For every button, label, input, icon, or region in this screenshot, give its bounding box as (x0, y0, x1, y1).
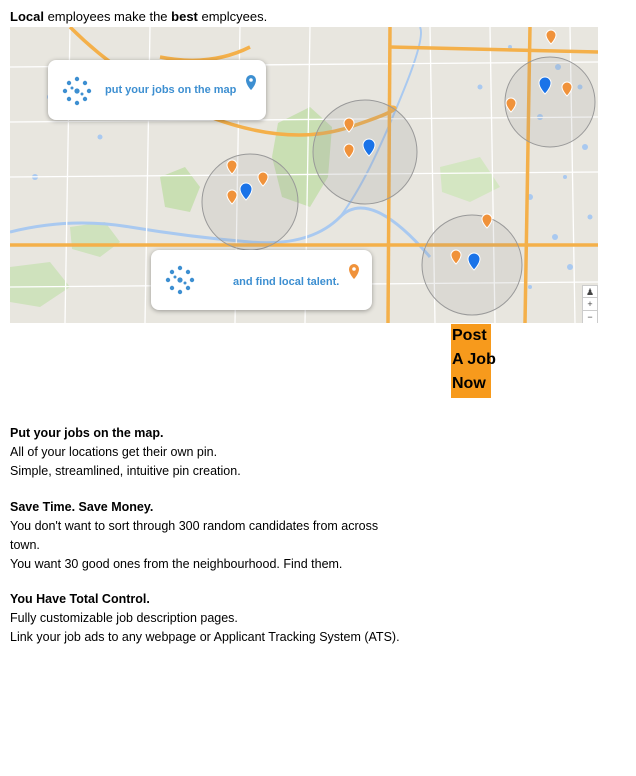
section-heading: Put your jobs on the map. (10, 426, 164, 440)
map-pin-icon (245, 74, 257, 91)
headline-end: emplcyees. (197, 9, 268, 24)
section-save (10, 498, 378, 574)
section-line: You don't want to sort through 300 random candidates from across (10, 519, 379, 533)
headline-middle: employees make the (43, 9, 172, 24)
post-job-line3: Now (452, 375, 486, 392)
section-line: All of your locations get their own pin. (10, 445, 218, 459)
section-line: Simple, streamlined, intuitive pin creation. (10, 464, 241, 478)
map[interactable] (10, 27, 598, 323)
section-line: You want 30 good ones from the neighbourhood. Find them. (10, 557, 343, 571)
zoom-in-button[interactable]: + (582, 297, 598, 311)
headline-best: best (171, 9, 198, 24)
logo-dots-icon (60, 74, 94, 108)
section-line: town. (10, 538, 40, 552)
zoom-out-button[interactable]: − (582, 310, 598, 323)
promo-card-top (48, 60, 266, 120)
logo-dots-icon (163, 263, 197, 297)
map-pin-icon (348, 263, 360, 280)
section-map (10, 424, 241, 481)
section-control (10, 590, 400, 647)
promo-bottom-text: and find local talent. (233, 276, 340, 288)
promo-card-bottom (151, 250, 372, 310)
promo-top-text: put your jobs on the map (105, 84, 237, 96)
headline (10, 9, 267, 24)
post-job-line1: Post (452, 327, 487, 344)
street-view-icon[interactable]: ♟ (582, 285, 598, 299)
section-line: Link your job ads to any webpage or Applicant Tracking System (ATS). (10, 630, 400, 644)
section-line: Fully customizable job description pages. (10, 611, 238, 625)
post-job-button[interactable] (451, 324, 496, 398)
headline-local: Local (10, 9, 44, 24)
post-job-line2: A Job (452, 351, 496, 368)
section-heading: You Have Total Control. (10, 592, 150, 606)
section-heading: Save Time. Save Money. (10, 500, 154, 514)
